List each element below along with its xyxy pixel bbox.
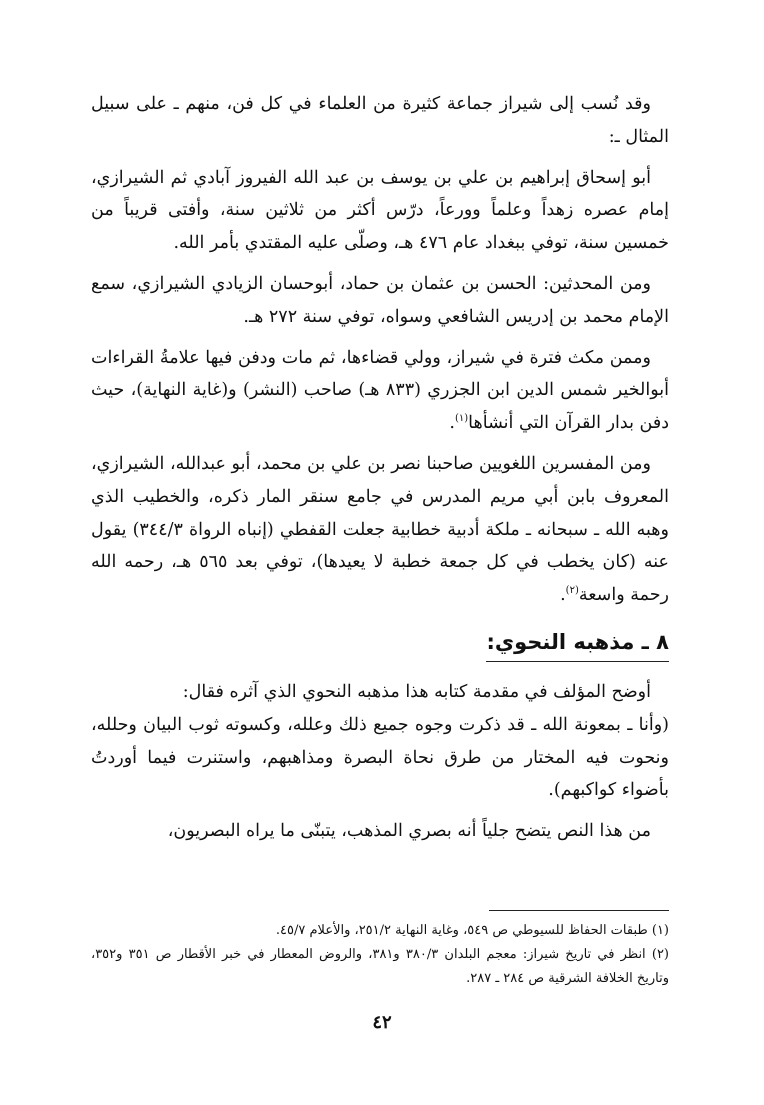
paragraph-mufassirin <box>91 448 669 612</box>
footnote-1: (١) طبقات الحفاظ للسيوطي ص ٥٤٩، وغاية النهاية ٢٥١/٢، والأعلام ٤٥/٧. <box>275 923 669 938</box>
paragraph-conclusion: من هذا النص يتضح جلياً أنه بصري المذهب، يتبنّى ما يراه البصريون، <box>167 821 651 842</box>
footnote-ref-2[interactable]: (٢) <box>565 585 579 597</box>
paragraph-muhaddithin: ومن المحدثين: الحسن بن عثمان بن حماد، أبوحسان الزيادي الشيرازي، سمع الإمام محمد بن إدريس الشافعي وسواه، توفي سنة ٢٧٢ هـ. <box>91 273 669 327</box>
footnotes <box>91 910 669 991</box>
paragraph-quote: (وأنا ـ بمعونة الله ـ قد ذكرت وجوه جميع ذلك وعلله، وكسوته ثوب البيان وحلله، ونحوت فيه المختار من طرق نحاة البصرة ومذاهبهم، واستنرت فيما أوردتُ بأضواء كواكبهم). <box>91 714 669 801</box>
paragraph-intro: وقد نُسب إلى شيراز جماعة كثيرة من العلماء في كل فن، منهم ـ على سبيل المثال ـ: <box>91 94 669 147</box>
paragraph-text: ومن المفسرين اللغويين صاحبنا نصر بن علي بن محمد، أبو عبدالله، الشيرازي، المعروف بابن أبي مريم المدرس في جامع سنقر المار ذكره، والخطيب الذي وهبه الله ـ سبحانه ـ ملكة أدبية خطابية جعلت القفطي (إنباه الرواة ٣٤٤/٣) يقول عنه (كان يخطب في كل جمعة خطبة لا يعيدها)، توفي بعد ٥٦٥ هـ، رحمه الله رحمة واسعة <box>91 453 669 606</box>
paragraph-end: . <box>449 413 455 434</box>
footnote-2: (٢) انظر في تاريخ شيراز: معجم البلدان ٣٨٠/٣ و٣٨١، والروض المعطار في خبر الأقطار ص ٣٥١ و٣٥٢، وتاريخ الخلافة الشرقية ص ٢٨٤ ـ ٢٨٧. <box>91 947 669 986</box>
paragraph-abu-ishaq: أبو إسحاق إبراهيم بن علي بن يوسف بن عبد الله الفيروز آبادي ثم الشيرازي، إمام عصره زهداً وعلماً وورعاً، درّس أكثر من ثلاثين سنة، وأفتى قريباً من خمسين سنة، توفي ببغداد عام ٤٧٦ هـ، وصلّى عليه المقتدي بأمر الله. <box>91 167 669 254</box>
paragraph-text: وممن مكث فترة في شيراز، وولي قضاءها، ثم مات ودفن فيها علامةُ القراءات أبوالخير شمس الدين ابن الجزري (٨٣٣ هـ) صاحب (النشر) و(غاية النهاية)، حيث دفن بدار القرآن التي أنشأها <box>91 347 669 434</box>
paragraph-author-statement: أوضح المؤلف في مقدمة كتابه هذا مذهبه النحوي الذي آثره فقال: <box>182 681 651 702</box>
section-heading-wrap <box>91 620 669 676</box>
footnote-divider <box>489 910 669 911</box>
paragraph-end: . <box>560 585 566 606</box>
footnote-ref-1[interactable]: (١) <box>454 413 469 425</box>
main-text <box>91 88 669 856</box>
paragraph-ibn-al-jazari <box>91 342 669 440</box>
page-number: ٤٢ <box>372 1012 392 1033</box>
section-heading: ٨ ـ مذهبه النحوي: <box>486 626 669 662</box>
